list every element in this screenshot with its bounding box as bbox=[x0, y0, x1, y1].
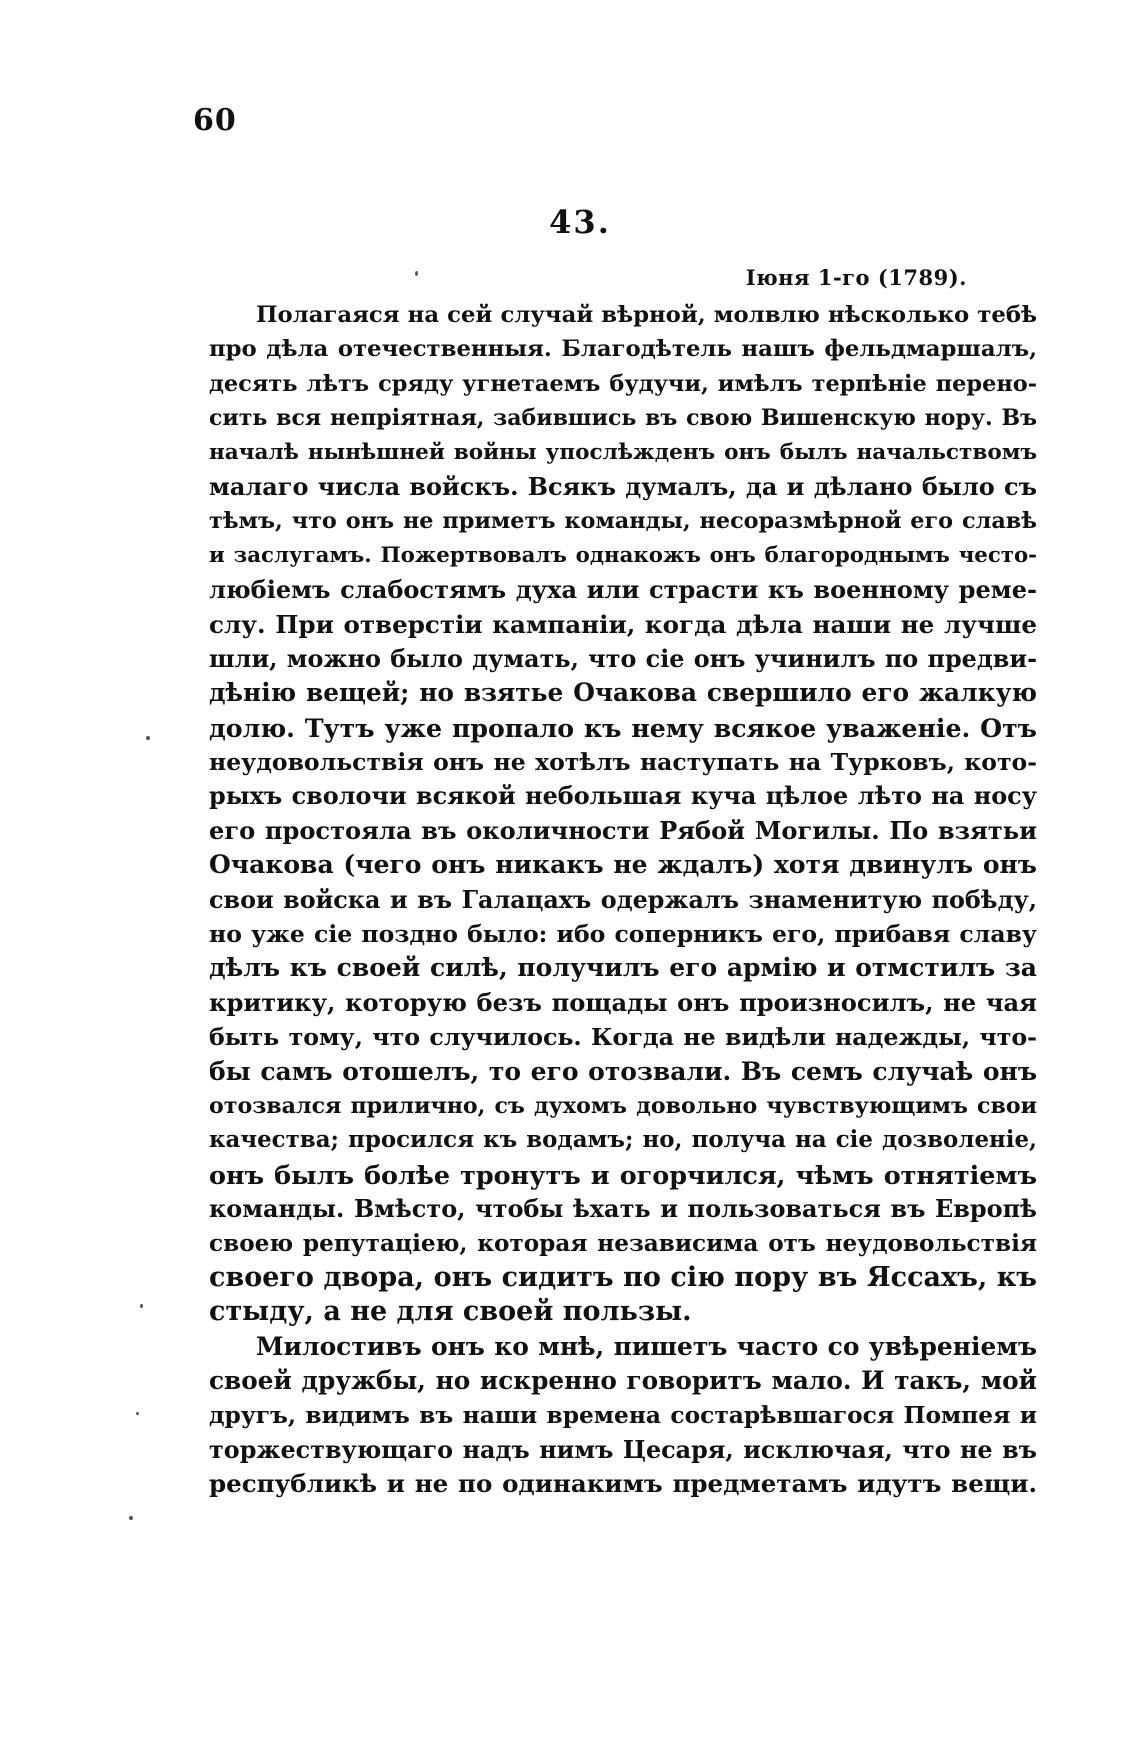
text-line: любіемъ слабостямъ духа или страсти къ военному реме- bbox=[209, 575, 1037, 605]
text-line: началѣ нынѣшней войны упослѣжденъ онъ былъ начальствомъ bbox=[209, 439, 1037, 465]
text-line: Очакова (чего онъ никакъ не ждалъ) хотя двинулъ онъ bbox=[209, 850, 1037, 880]
text-line: сить вся непріятная, забившись въ свою Вишенскую нору. Въ bbox=[209, 405, 1037, 432]
text-line: своею репутаціею, которая независима отъ неудовольствія bbox=[209, 1229, 1037, 1257]
text-line: онъ былъ болѣе тронутъ и огорчился, чѣмъ отнятіемъ bbox=[209, 1159, 1037, 1190]
paragraph-1 bbox=[209, 298, 1037, 1330]
letter-number: 43. bbox=[549, 203, 611, 241]
text-line: неудовольствія онъ не хотѣлъ наступать на Турковъ, кото- bbox=[209, 748, 1037, 777]
text-line: малаго числа войскъ. Всякъ думалъ, да и дѣлано было съ bbox=[209, 471, 1037, 501]
text-line: дѣнію вещей; но взятье Очакова свершило его жалкую bbox=[209, 678, 1037, 708]
text-line: долю. Тутъ уже пропало къ нему всякое уваженіе. Отъ bbox=[209, 712, 1037, 743]
text-line: Милостивъ онъ ко мнѣ, пишетъ часто со увѣреніемъ bbox=[256, 1331, 1037, 1361]
text-line: тѣмъ, что онъ не приметъ команды, несоразмѣрной его славѣ bbox=[209, 508, 1037, 535]
text-line: но уже сіе поздно было: ибо соперникъ его, прибавя славу bbox=[209, 920, 1037, 949]
text-line: про дѣла отечественныя. Благодѣтель нашъ фельдмаршалъ, bbox=[209, 336, 1037, 363]
text-line: своей дружбы, но искренно говоритъ мало. И такъ, мой bbox=[209, 1366, 1037, 1396]
text-line: дѣлъ къ своей силѣ, получилъ его армію и отмстилъ за bbox=[209, 953, 1037, 983]
paragraph-2 bbox=[209, 1330, 1037, 1502]
scan-speck bbox=[136, 1412, 139, 1415]
text-line: слу. При отверстіи кампаніи, когда дѣла наши не лучше bbox=[209, 609, 1037, 639]
text-line: быть тому, что случилось. Когда не видѣли надежды, что- bbox=[209, 1023, 1037, 1052]
scan-speck bbox=[129, 1516, 133, 1520]
text-line: его простояла въ околичности Рябой Могилы. По взятьи bbox=[209, 815, 1037, 845]
text-line: и заслугамъ. Пожертвовалъ однакожъ онъ благороднымъ често- bbox=[209, 542, 1037, 568]
text-line: бы самъ отошелъ, то его отозвали. Въ семъ случаѣ онъ bbox=[209, 1056, 1037, 1086]
letter-body bbox=[209, 298, 1037, 1502]
scan-speck bbox=[146, 736, 150, 740]
text-line: отозвался прилично, съ духомъ довольно чувствующимъ свои bbox=[209, 1092, 1037, 1119]
text-line: стыду, а не для своей пользы. bbox=[209, 1296, 692, 1328]
text-line: республикѣ и не по одинакимъ предметамъ идутъ вещи. bbox=[209, 1469, 1037, 1499]
text-line: шли, можно было думать, что сіе онъ учинилъ по предви- bbox=[209, 644, 1037, 673]
text-line: критику, которую безъ пощады онъ произносилъ, не чая bbox=[209, 987, 1037, 1017]
text-line: торжествующаго надъ нимъ Цесаря, исключая, что не въ bbox=[209, 1435, 1037, 1464]
page-number: 60 bbox=[193, 103, 237, 138]
text-line: свои войска и въ Галацахъ одержалъ знаменитую побѣду, bbox=[209, 885, 1037, 914]
scan-speck bbox=[140, 1304, 143, 1308]
text-line: своего двора, онъ сидитъ по сію пору въ Яссахъ, къ bbox=[209, 1261, 1037, 1293]
letter-date: Іюня 1-го (1789). bbox=[745, 265, 967, 290]
text-line: Полагаяся на сей случай вѣрной, молвлю нѣсколько тебѣ bbox=[256, 302, 1037, 328]
scan-speck bbox=[415, 271, 418, 276]
text-line: другъ, видимъ въ наши времена состарѣвшагося Помпея и bbox=[209, 1401, 1037, 1429]
text-line: десять лѣтъ сряду угнетаемъ будучи, имѣлъ терпѣніе перено- bbox=[209, 370, 1037, 397]
text-line: команды. Вмѣсто, чтобы ѣхать и пользоваться въ Европѣ bbox=[209, 1195, 1037, 1224]
text-line: качества; просился къ водамъ; но, получа на сіе дозволеніе, bbox=[209, 1126, 1037, 1154]
text-line: рыхъ сволочи всякой небольшая куча цѣлое лѣто на носу bbox=[209, 782, 1037, 811]
